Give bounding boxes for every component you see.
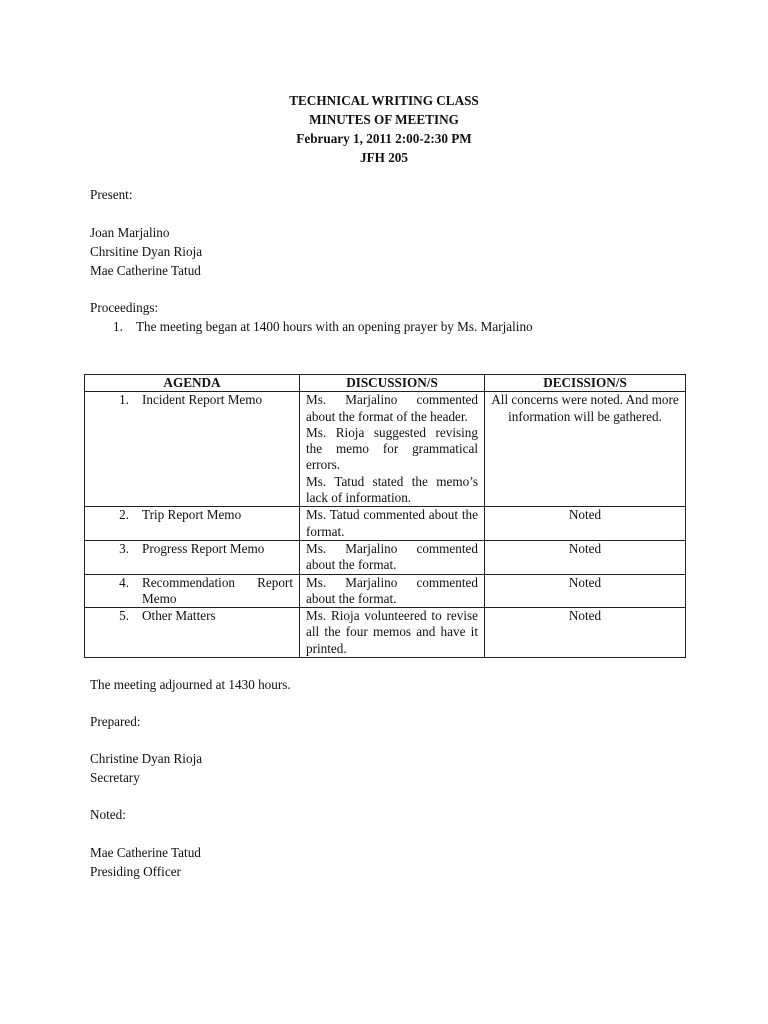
agenda-item: Progress Report Memo xyxy=(142,540,265,556)
decision-cell: Noted xyxy=(485,574,686,608)
present-label: Present: xyxy=(90,187,133,202)
discussion-text: Ms. Rioja suggested revising the memo for grammatical errors. xyxy=(306,424,478,473)
table-row xyxy=(85,392,686,507)
attendee-name: Chrsitine Dyan Rioja xyxy=(90,244,203,259)
proceedings-item-text: The meeting began at 1400 hours with an opening prayer by Ms. Marjalino xyxy=(136,319,533,334)
prepared-label: Prepared: xyxy=(90,714,141,729)
decision-cell: Noted xyxy=(485,507,686,541)
document-title: TECHNICAL WRITING CLASS xyxy=(289,93,479,108)
table-row xyxy=(85,507,686,541)
noted-by-name: Mae Catherine Tatud xyxy=(90,845,201,860)
agenda-number: 1. xyxy=(119,392,129,408)
agenda-item: Recommendation Report xyxy=(142,574,293,590)
meeting-room: JFH 205 xyxy=(360,150,408,165)
prepared-by-title: Secretary xyxy=(90,770,140,785)
proceedings-label: Proceedings: xyxy=(90,300,159,315)
discussion-text: Ms. Marjalino commented about the format of the header. xyxy=(306,392,478,424)
document-subtitle: MINUTES OF MEETING xyxy=(309,112,459,127)
discussion-cell: Ms. Rioja volunteered to revise all the four memos and have it printed. xyxy=(300,608,485,658)
noted-by-title: Presiding Officer xyxy=(90,864,181,879)
attendee-name: Joan Marjalino xyxy=(90,225,170,240)
agenda-table xyxy=(84,374,686,658)
column-header-discussion: DISCUSSION/S xyxy=(300,375,485,392)
agenda-number: 4. xyxy=(119,574,129,590)
agenda-item-continued: Memo xyxy=(142,590,177,606)
agenda-cell xyxy=(85,608,300,658)
proceedings-item-number: 1. xyxy=(113,319,123,334)
agenda-item: Incident Report Memo xyxy=(142,392,263,408)
discussion-cell: Ms. Marjalino commented about the format. xyxy=(300,574,485,608)
meeting-date: February 1, 2011 2:00-2:30 PM xyxy=(296,131,472,146)
decision-cell: Noted xyxy=(485,608,686,658)
table-row xyxy=(85,574,686,608)
discussion-text: Ms. Tatud stated the memo’s lack of information. xyxy=(306,473,478,506)
table-header-row xyxy=(85,375,686,392)
discussion-cell xyxy=(300,392,485,507)
adjournment-text: The meeting adjourned at 1430 hours. xyxy=(90,677,291,692)
agenda-item: Trip Report Memo xyxy=(142,507,242,523)
agenda-cell xyxy=(85,574,300,608)
column-header-decision: DECISSION/S xyxy=(485,375,686,392)
agenda-item: Other Matters xyxy=(142,608,216,624)
column-header-agenda: AGENDA xyxy=(85,375,300,392)
table-row xyxy=(85,540,686,574)
noted-label: Noted: xyxy=(90,807,126,822)
attendee-name: Mae Catherine Tatud xyxy=(90,263,201,278)
agenda-cell xyxy=(85,540,300,574)
agenda-number: 3. xyxy=(119,540,129,556)
agenda-cell xyxy=(85,392,300,507)
discussion-cell: Ms. Marjalino commented about the format. xyxy=(300,540,485,574)
discussion-cell: Ms. Tatud commented about the format. xyxy=(300,507,485,541)
agenda-cell xyxy=(85,507,300,541)
table-row xyxy=(85,608,686,658)
agenda-number: 5. xyxy=(119,608,129,624)
decision-cell: All concerns were noted. And more information will be gathered. xyxy=(485,392,686,507)
agenda-number: 2. xyxy=(119,507,129,523)
prepared-by-name: Christine Dyan Rioja xyxy=(90,751,203,766)
decision-cell: Noted xyxy=(485,540,686,574)
